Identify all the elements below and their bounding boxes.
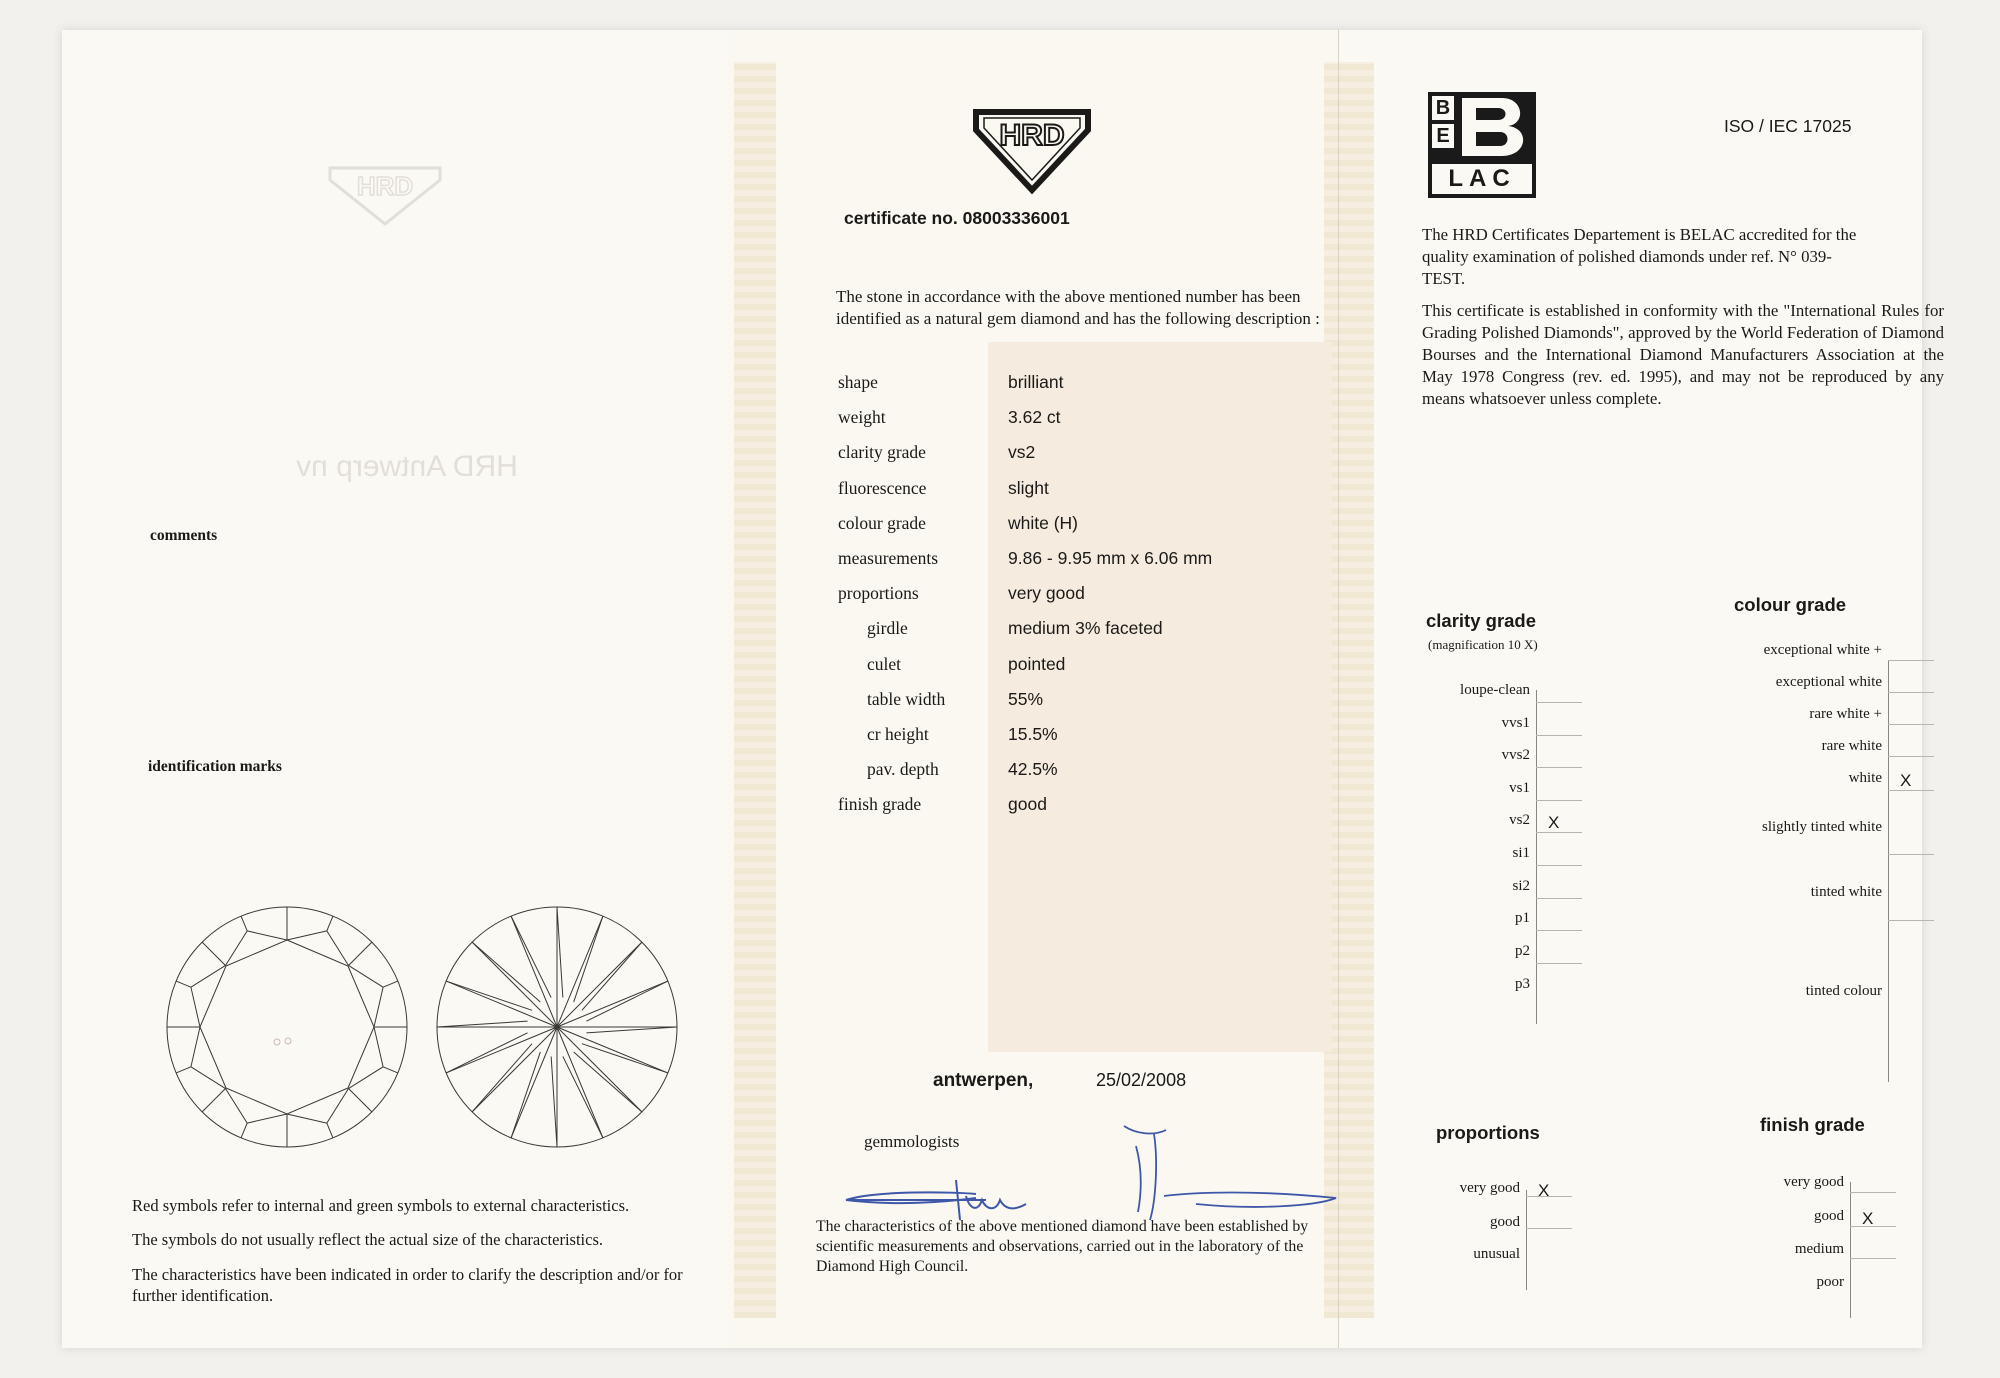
colour-grade-label: rare white (1821, 738, 1882, 754)
conformity-text: This certificate is established in conformity with the "International Rules for Grading Polished Diamonds", approved by the World Federation of Diamond Bourses and the International Diamond Manufacturers Association at the May 1978 Congress (rev. ed. 1995), and may not be reproduced by any means whatsoever unless complete. (1422, 301, 1944, 408)
colour-grade-tick (1888, 692, 1934, 693)
note-symbols-color: Red symbols refer to internal and green symbols to external characteristics. (132, 1196, 630, 1215)
description-value: vs2 (1008, 442, 1036, 463)
finish-scale-line (1850, 1182, 1851, 1318)
description-value: 42.5% (1008, 759, 1058, 780)
clarity-grade-label: si1 (1512, 845, 1530, 861)
clarity-grade-tick (1536, 702, 1582, 703)
issue-date: 25/02/2008 (1096, 1070, 1187, 1090)
clarity-grade-label: vvs2 (1501, 747, 1530, 763)
middle-panel (726, 30, 1338, 1348)
gemmologist-signatures (836, 1120, 1376, 1230)
description-label: proportions (838, 583, 919, 604)
description-label: culet (867, 653, 902, 674)
colour-grade-label: slightly tinted white (1762, 819, 1882, 835)
description-value: medium 3% faceted (1008, 618, 1163, 639)
colour-grade-tick (1888, 660, 1934, 661)
clarity-grade-tick (1536, 898, 1582, 899)
colour-grade-label: exceptional white + (1763, 642, 1882, 658)
colour-grade-label: tinted colour (1805, 983, 1882, 999)
middle-footer: The characteristics of the above mentioned diamond have been established by scientific measurements and observations, carried out in the laboratory of the Diamond High Council. (816, 1218, 1309, 1275)
description-label: measurements (838, 548, 939, 568)
right-panel (1338, 30, 1944, 1348)
note-symbols-size: The symbols do not usually reflect the actual size of the characteristics. (132, 1230, 603, 1249)
gemmologists-label: gemmologists (864, 1132, 960, 1151)
hrd-logo-icon (970, 100, 1094, 196)
clarity-grade-tick (1536, 963, 1582, 964)
watermark-hrd-logo-icon (320, 158, 450, 228)
belac-logo: B E LAC (1428, 92, 1536, 198)
clarity-grade-tick (1536, 735, 1582, 736)
colour-grade-tick (1888, 854, 1934, 855)
colour-grade-tick (1888, 756, 1934, 757)
description-label: table width (867, 688, 946, 709)
accreditation-text: The HRD Certificates Departement is BELAC accredited for the quality examination of polished diamonds under ref. N° 039-TEST. (1422, 225, 1857, 288)
colour-grade-label: exceptional white (1775, 674, 1882, 690)
description-label: finish grade (838, 794, 922, 815)
finish-grade-label: medium (1794, 1241, 1844, 1257)
description-value: good (1008, 794, 1047, 815)
description-label: girdle (867, 618, 908, 639)
colour-grade-label: white (1848, 770, 1882, 786)
clarity-grade-label: loupe-clean (1460, 682, 1530, 698)
finish-grade-label: poor (1816, 1274, 1844, 1290)
proportions-grade-label: good (1490, 1214, 1520, 1230)
clarity-grade-title: clarity grade (1426, 610, 1537, 631)
intro-text: The stone in accordance with the above mentioned number has been identified as a natural gem diamond and has the following description : (836, 287, 1320, 328)
svg-text:HRD: HRD (999, 119, 1065, 152)
clarity-grade-label: p1 (1515, 910, 1530, 926)
proportions-grade-label: very good (1459, 1180, 1520, 1196)
description-label: shape (838, 372, 878, 392)
description-value: slight (1008, 477, 1049, 498)
clarity-grade-tick (1536, 865, 1582, 866)
diamond-pavilion-diagram (432, 902, 682, 1152)
identification-marks-label: identification marks (148, 758, 282, 775)
description-value: white (H) (1008, 512, 1079, 533)
certificate-number: certificate no. 08003336001 (844, 208, 1070, 228)
svg-text:HRD: HRD (356, 171, 414, 201)
left-panel (62, 30, 726, 1348)
description-value: 55% (1008, 688, 1044, 709)
proportions-grade-label: unusual (1473, 1246, 1520, 1262)
clarity-selected-mark: X (1548, 813, 1560, 832)
clarity-grade-subtitle: (magnification 10 X) (1428, 637, 1538, 652)
description-value: brilliant (1008, 372, 1064, 392)
note-characteristics: The characteristics have been indicated in order to clarify the description and/or for further identification. (132, 1265, 683, 1305)
description-value: very good (1008, 583, 1085, 604)
certificate-sheet (62, 30, 1944, 1348)
proportions-scale-line (1526, 1190, 1527, 1290)
finish-selected-mark: X (1862, 1209, 1874, 1228)
description-label: clarity grade (838, 442, 926, 463)
comments-label: comments (150, 527, 218, 544)
finish-grade-label: very good (1783, 1174, 1844, 1190)
iso-standard: ISO / IEC 17025 (1724, 116, 1852, 136)
colour-grade-title: colour grade (1734, 594, 1847, 615)
clarity-grade-label: si2 (1512, 878, 1530, 894)
clarity-grade-tick (1536, 800, 1582, 801)
watermark-brand: HRD Antwerp nv (296, 450, 518, 483)
clarity-grade-tick (1536, 767, 1582, 768)
clarity-grade-label: vs1 (1509, 780, 1530, 796)
clarity-grade-label: p3 (1515, 976, 1530, 992)
description-label: cr height (867, 724, 929, 744)
description-label: fluorescence (838, 477, 927, 498)
diamond-crown-diagram (162, 902, 412, 1152)
description-label: pav. depth (867, 759, 939, 780)
colour-grade-tick (1888, 920, 1934, 921)
colour-grade-tick (1888, 724, 1934, 725)
security-strip-left (734, 62, 776, 1318)
clarity-grade-tick (1536, 930, 1582, 931)
proportions-selected-mark: X (1538, 1181, 1550, 1200)
finish-grade-title: finish grade (1760, 1114, 1865, 1135)
description-label: colour grade (838, 512, 926, 533)
colour-grade-label: rare white + (1809, 706, 1882, 722)
finish-grade-tick (1850, 1192, 1896, 1193)
clarity-grade-label: vvs1 (1501, 715, 1530, 731)
description-label: weight (838, 407, 886, 428)
clarity-grade-label: vs2 (1509, 812, 1530, 828)
colour-selected-mark: X (1900, 771, 1912, 790)
description-value: 3.62 ct (1008, 407, 1061, 428)
finish-grade-tick (1850, 1258, 1896, 1259)
description-value: pointed (1008, 653, 1066, 674)
description-value: 15.5% (1008, 724, 1058, 744)
proportions-grade-tick (1526, 1228, 1572, 1229)
description-value: 9.86 - 9.95 mm x 6.06 mm (1008, 548, 1213, 568)
issue-city: antwerpen, (933, 1070, 1034, 1091)
clarity-scale-line (1536, 690, 1537, 1024)
colour-grade-label: tinted white (1810, 884, 1882, 900)
finish-grade-label: good (1814, 1208, 1844, 1224)
clarity-grade-label: p2 (1515, 943, 1530, 959)
proportions-title: proportions (1436, 1122, 1540, 1143)
